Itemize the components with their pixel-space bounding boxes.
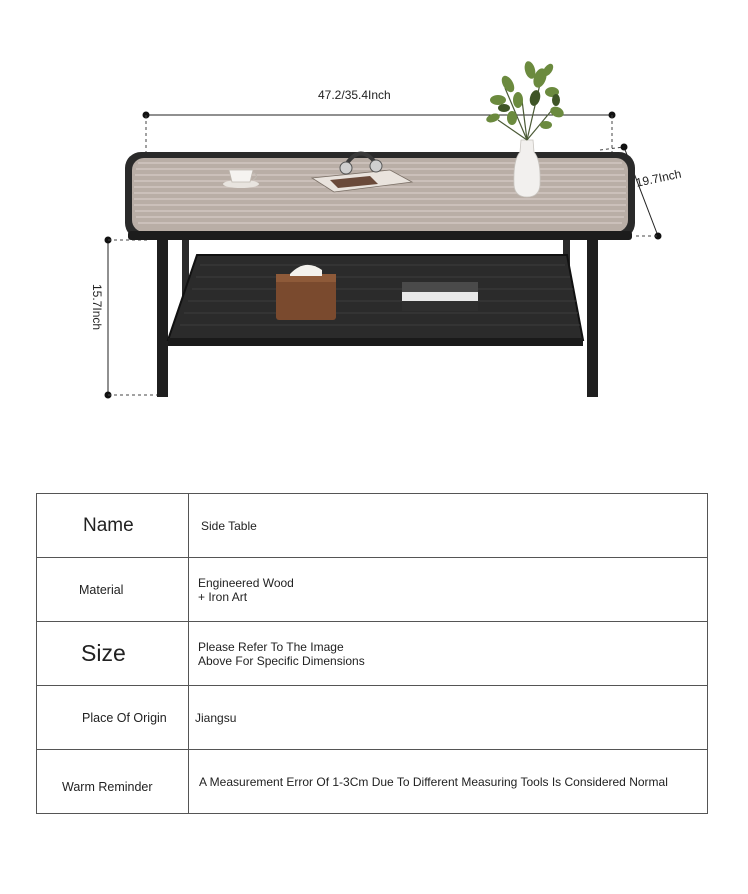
spec-value-cell	[189, 750, 708, 814]
spec-value-cell	[189, 622, 708, 686]
spec-label-cell	[37, 622, 189, 686]
spec-row-size	[37, 622, 708, 686]
side-table-illustration	[0, 0, 748, 440]
product-figure	[0, 0, 748, 440]
spec-label-warm-reminder: Warm Reminder	[62, 779, 153, 794]
spec-value-cell	[189, 494, 708, 558]
height-dimension-label: 15.7Inch	[90, 284, 104, 331]
height-dimension-line	[105, 237, 166, 399]
lower-shelf	[168, 255, 583, 346]
spec-value-name: Side Table	[201, 518, 257, 533]
spec-label-cell	[37, 494, 189, 558]
spec-label-cell	[37, 558, 189, 622]
spec-label-cell	[37, 686, 189, 750]
spec-value-origin: Jiangsu	[195, 710, 237, 725]
spec-label-name: Name	[83, 514, 134, 536]
spec-value-size-line2: Above For Specific Dimensions	[198, 653, 365, 668]
spec-label-origin: Place Of Origin	[82, 710, 167, 725]
spec-value-size-line1: Please Refer To The Image	[198, 639, 344, 654]
spec-value-material-line1: Engineered Wood	[198, 575, 294, 590]
spec-row-warm-reminder	[37, 750, 708, 814]
spec-value-cell	[189, 558, 708, 622]
books	[402, 282, 478, 311]
spec-value-warm-reminder: A Measurement Error Of 1-3Cm Due To Different Measuring Tools Is Considered Normal	[199, 774, 668, 789]
spec-table	[36, 493, 708, 814]
width-dimension-line	[143, 112, 616, 153]
spec-value-cell	[189, 686, 708, 750]
spec-label-size: Size	[81, 640, 126, 666]
spec-row-material	[37, 558, 708, 622]
spec-label-material: Material	[79, 582, 124, 597]
depth-dimension-label: 19.7Inch	[634, 166, 683, 190]
width-dimension-label: 47.2/35.4Inch	[318, 88, 391, 102]
spec-row-name	[37, 494, 708, 558]
spec-row-origin	[37, 686, 708, 750]
spec-value-material-line2: + Iron Art	[198, 589, 248, 604]
spec-label-cell	[37, 750, 189, 814]
